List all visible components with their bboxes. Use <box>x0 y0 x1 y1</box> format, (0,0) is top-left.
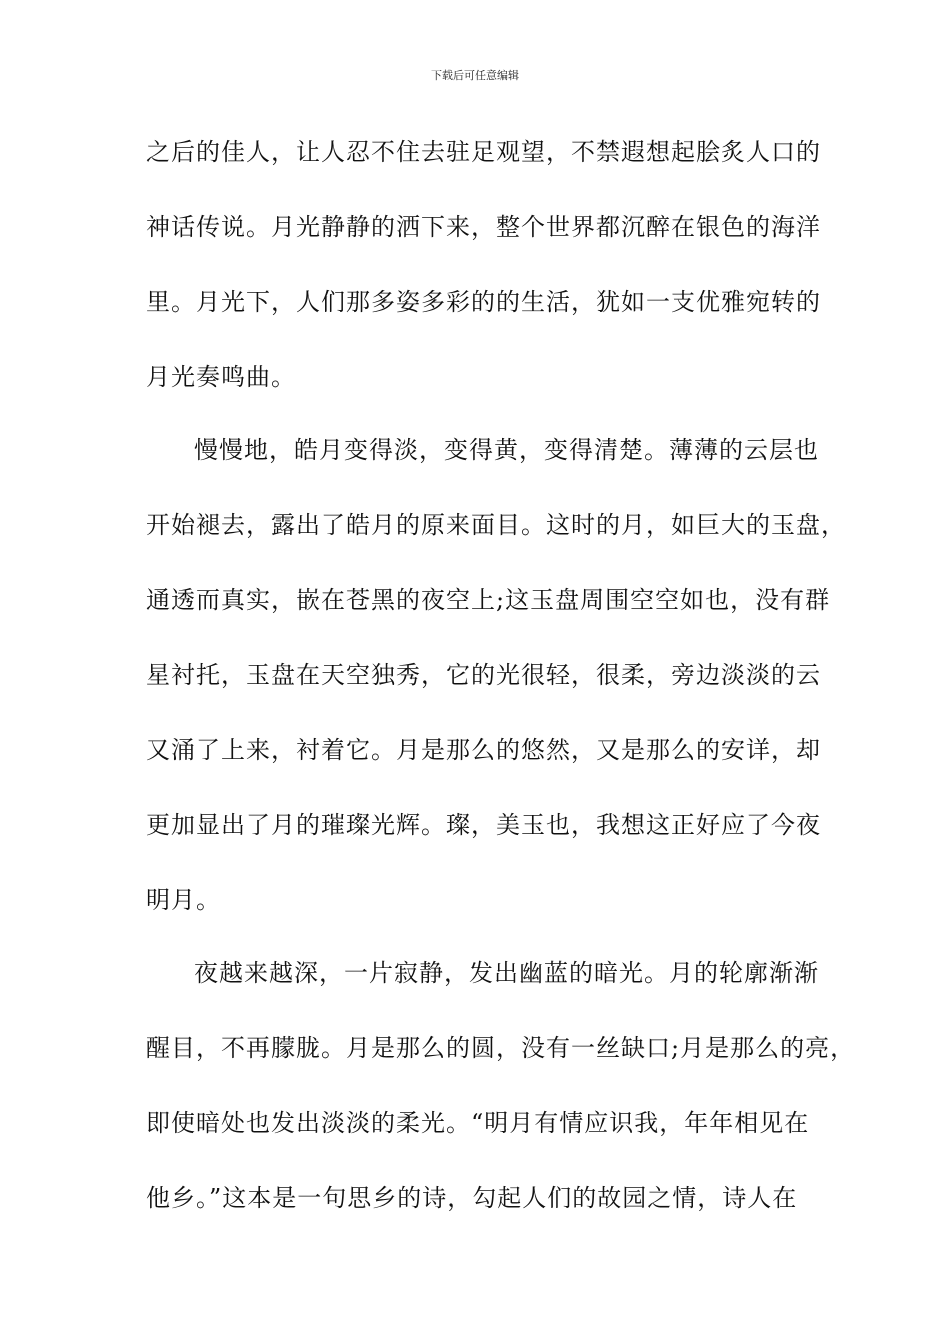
page-header: 下载后可任意编辑 <box>431 69 519 82</box>
text-line: 通透而真实，嵌在苍黑的夜空上;这玉盘周围空空如也，没有群 <box>146 586 831 614</box>
text-line: 月光奏鸣曲。 <box>146 363 296 391</box>
text-line: 神话传说。月光静静的洒下来，整个世界都沉醉在银色的海洋 <box>146 213 821 241</box>
text-line: 夜越来越深，一片寂静，发出幽蓝的暗光。月的轮廓渐渐 <box>194 959 819 987</box>
text-line: 开始褪去，露出了皓月的原来面目。这时的月，如巨大的玉盘， <box>146 511 846 539</box>
text-line: 醒目，不再朦胧。月是那么的圆，没有一丝缺口;月是那么的亮， <box>146 1034 856 1062</box>
text-line: 明月。 <box>146 886 221 914</box>
text-line: 星衬托，玉盘在天空独秀，它的光很轻，很柔，旁边淡淡的云 <box>146 661 821 689</box>
text-line: 更加显出了月的璀璨光辉。璨，美玉也，我想这正好应了今夜 <box>146 811 821 839</box>
text-line: 慢慢地，皓月变得淡，变得黄，变得清楚。薄薄的云层也 <box>194 436 819 464</box>
text-line: 之后的佳人，让人忍不住去驻足观望，不禁遐想起脍炙人口的 <box>146 138 821 166</box>
text-line: 又涌了上来，衬着它。月是那么的悠然，又是那么的安详，却 <box>146 736 821 764</box>
text-line: 里。月光下，人们那多姿多彩的的生活，犹如一支优雅宛转的 <box>146 288 821 316</box>
text-line: 他乡。”这本是一句思乡的诗，勾起人们的故园之情，诗人在 <box>146 1184 798 1212</box>
text-line: 即使暗处也发出淡淡的柔光。“明月有情应识我，年年相见在 <box>146 1109 810 1137</box>
